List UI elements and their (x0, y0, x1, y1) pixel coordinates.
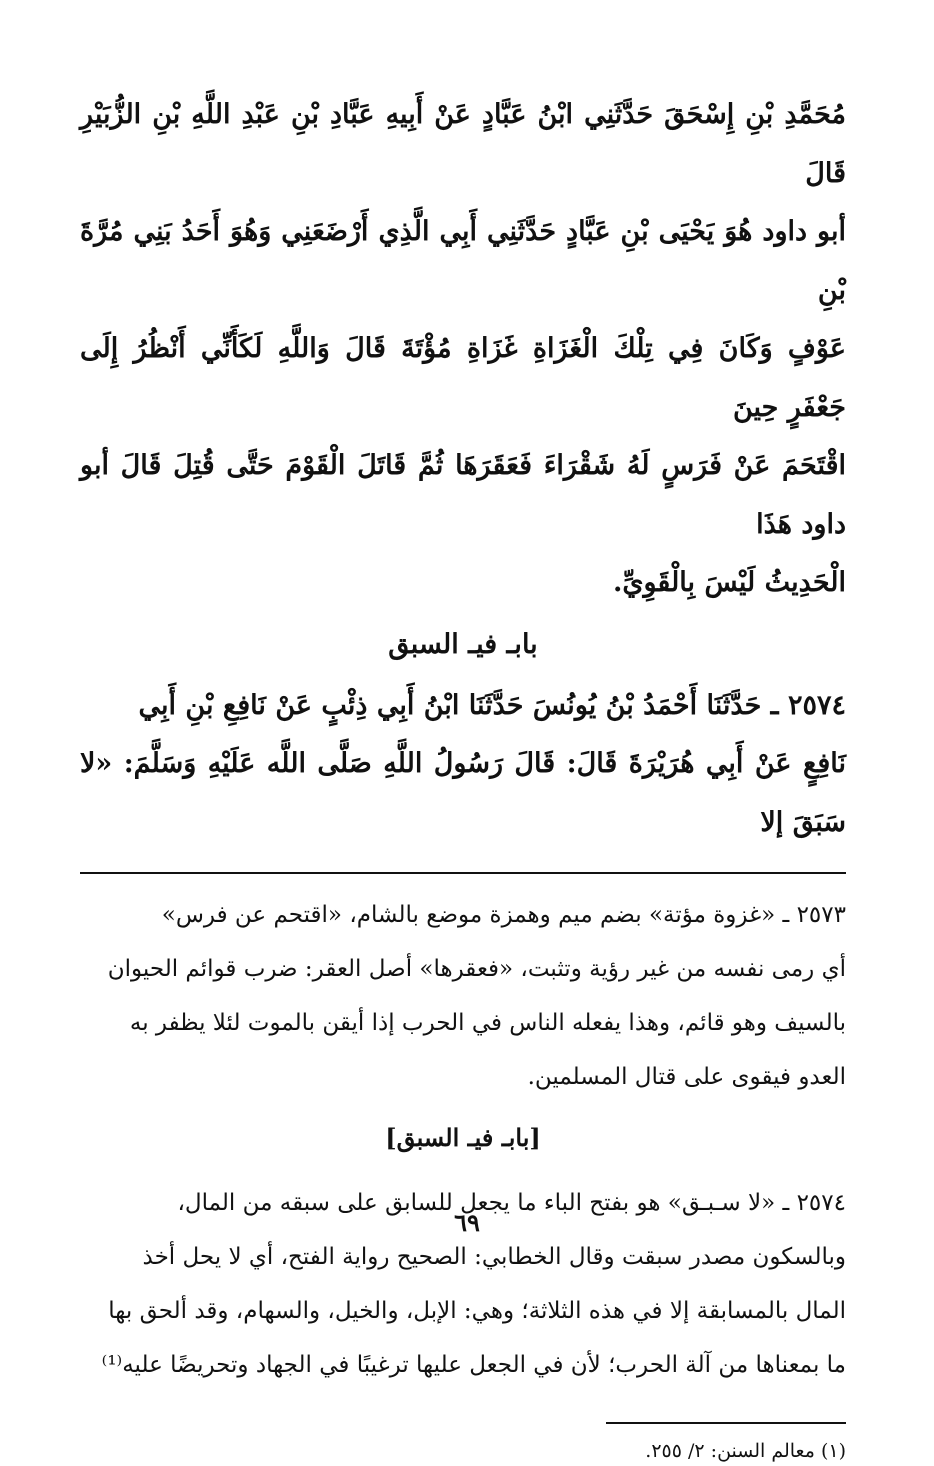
hadith-line: مُحَمَّدِ بْنِ إِسْحَقَ حَدَّثَنِي ابْنُ عَبَّادٍ عَنْ أَبِيهِ عَبَّادِ بْنِ عَبْدِ اللَّهِ بْنِ الزُّبَيْرِ قَالَ (80, 99, 846, 189)
note-2573-line: أي رمى نفسه من غير رؤية وتثبت، «فعقرها» أصل العقر: ضرب قوائم الحيوان (107, 956, 846, 982)
note-2574-line: المال بالمسابقة إلا في هذه الثلاثة؛ وهي: الإبل، والخيل، والسهام، وقد ألحق بها (108, 1298, 846, 1324)
footnote-divider (606, 1422, 846, 1424)
hadith-line: اقْتَحَمَ عَنْ فَرَسٍ لَهُ شَقْرَاءَ فَعَقَرَهَا ثُمَّ قَاتَلَ الْقَوْمَ حَتَّى قُتِلَ قَالَ أبو داود هَذَا (80, 450, 846, 540)
note-2574-line: ٢٥٧٤ ـ «لا سـبـق» هو بفتح الباء ما يجعل للسابق على سبقه من المال، (177, 1190, 846, 1216)
hadith-2574-line: ٢٥٧٤ ـ حَدَّثَنَا أَحْمَدُ بْنُ يُونُسَ حَدَّثَنَا ابْنُ أَبِي ذِئْبٍ عَنْ نَافِعِ بْنِ أَبِي (138, 689, 846, 721)
note-2573-line: العدو فيقوى على قتال المسلمين. (527, 1064, 846, 1090)
note-2573-line: بالسيف وهو قائم، وهذا يفعله الناس في الحرب إذا أيقن بالموت لئلا يظفر به (129, 1010, 846, 1036)
note-2573-line: ٢٥٧٣ ـ «غزوة مؤتة» بضم ميم وهمزة موضع بالشام، «اقتحم عن فرس» (161, 902, 846, 928)
hadith-text-block (80, 86, 846, 852)
hadith-2574-line: نَافِعٍ عَنْ أَبِي هُرَيْرَةَ قَالَ: قَالَ رَسُولُ اللَّهِ صَلَّى اللَّه عَلَيْهِ وَسَلَّمَ: «لا سَبَقَ إلا (80, 748, 846, 838)
section-divider (80, 872, 846, 874)
note-2574-line: ما بمعناها من آلة الحرب؛ لأن في الجعل عليها ترغيبًا في الجهاد وتحريضًا عليه⁽¹⁾ (101, 1352, 846, 1378)
commentary-chapter-heading: [بابـ فيـ السبق] (385, 1123, 541, 1152)
commentary-block (80, 888, 846, 1392)
hadith-line: الْحَدِيثُ لَيْسَ بِالْقَوِيِّ. (612, 567, 846, 598)
hadith-line: عَوْفٍ وَكَانَ فِي تِلْكَ الْغَزَاةِ غَزَاةِ مُؤْتَةَ قَالَ وَاللَّهِ لَكَأَنِّي أَنْظُرُ إِلَى جَعْفَرٍ حِينَ (80, 333, 846, 423)
footnote: (١) معالم السنن: ٢/ ٢٥٥. (645, 1440, 846, 1462)
chapter-heading: بابـ فيـ السبق (388, 628, 538, 660)
page-number: ٦٩ (454, 1208, 480, 1237)
hadith-line: أبو داود هُوَ يَحْيَى بْنِ عَبَّادٍ حَدَّثَنِي أَبِي الَّذِي أَرْضَعَنِي وَهُوَ أَحَدُ بَنِي مُرَّةَ بْنِ (80, 216, 846, 306)
note-2574-line: وبالسكون مصدر سبقت وقال الخطابي: الصحيح رواية الفتح، أي لا يحل أخذ (142, 1244, 846, 1270)
